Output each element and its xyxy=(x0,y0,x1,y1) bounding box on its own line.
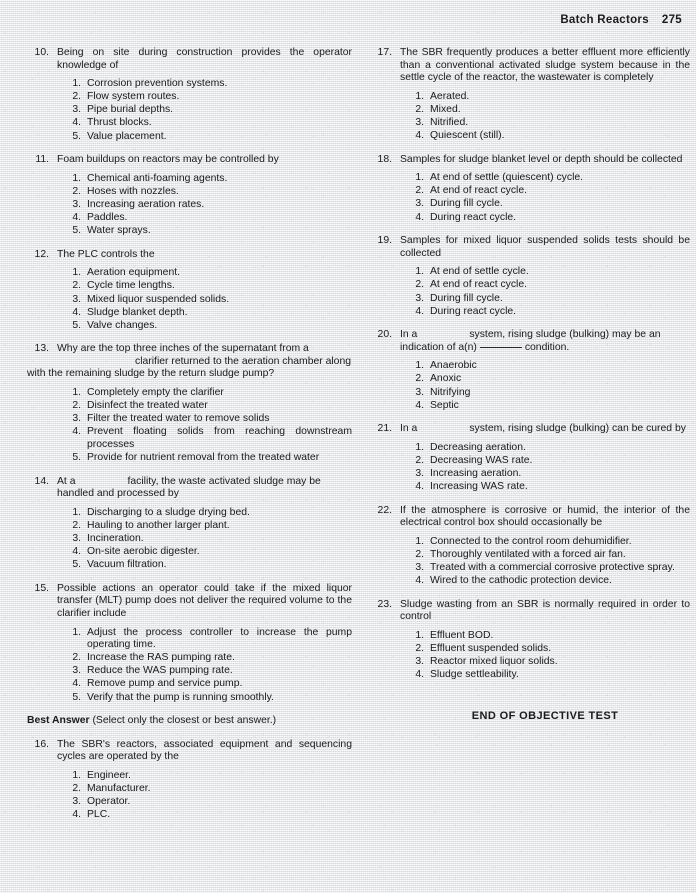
running-head xyxy=(560,14,682,26)
choice-item[interactable] xyxy=(412,630,690,643)
choice-item[interactable] xyxy=(412,198,690,211)
choice-item[interactable] xyxy=(69,294,352,307)
choice-item[interactable] xyxy=(412,360,690,373)
choice-number: 4. xyxy=(415,399,424,411)
choice-list xyxy=(57,78,352,143)
choice-number: 2. xyxy=(415,643,424,655)
question-number: 13. xyxy=(34,343,49,355)
question-block xyxy=(370,154,690,224)
choice-number: 5. xyxy=(72,319,81,331)
question-block xyxy=(370,47,690,143)
choice-text: Nitrifying xyxy=(430,386,471,398)
choice-item[interactable] xyxy=(412,387,690,400)
question-number: 19. xyxy=(377,235,392,247)
question-stem-line: clarifier returned to the aeration chamber along xyxy=(135,355,352,367)
end-of-test-label: END OF OBJECTIVE TEST xyxy=(471,709,619,722)
choice-number: 4. xyxy=(415,669,424,681)
choice-list xyxy=(400,442,690,494)
choice-number: 4. xyxy=(72,306,81,318)
choice-text: Prevent floating solids from reaching downstream processes xyxy=(87,426,352,450)
left-column xyxy=(27,47,352,833)
choice-number: 2. xyxy=(72,652,81,664)
choice-text: Cycle time lengths. xyxy=(87,280,175,292)
question-block xyxy=(27,739,352,822)
question-stem-suffix: system, rising sludge (bulking) can be cured by xyxy=(469,423,686,435)
choice-text: Thrust blocks. xyxy=(87,117,152,129)
question-block xyxy=(370,235,690,318)
choice-text: PLC. xyxy=(87,809,111,821)
question-number: 15. xyxy=(34,582,49,594)
choice-number: 1. xyxy=(415,535,424,547)
best-answer-section-label xyxy=(27,715,352,728)
choice-item[interactable] xyxy=(412,455,690,468)
choice-item[interactable] xyxy=(69,117,352,130)
question-stem-middle: system, rising sludge (bulking) may be an indication of a(n) xyxy=(400,329,661,353)
question-number: 23. xyxy=(377,598,392,610)
choice-text: Vacuum filtration. xyxy=(87,559,167,571)
choice-text: Nitrified. xyxy=(430,116,469,128)
choice-item[interactable] xyxy=(412,279,690,292)
question-stem: If the atmosphere is corrosive or humid, the interior of the electrical control box should occasionally be xyxy=(400,504,690,529)
choice-text: Operator. xyxy=(87,796,131,808)
choice-text: Reduce the WAS pumping rate. xyxy=(87,665,233,677)
choice-text: Verify that the pump is running smoothly. xyxy=(87,691,274,703)
choice-item[interactable] xyxy=(69,783,352,796)
choice-number: 1. xyxy=(415,172,424,184)
question-stem: The SBR's reactors, associated equipment and sequencing cycles are operated by the xyxy=(57,738,352,763)
question-number: 14. xyxy=(34,475,49,487)
choice-list xyxy=(400,266,690,318)
choice-text: Quiescent (still). xyxy=(430,130,505,142)
fill-in-blank-rule[interactable] xyxy=(480,347,522,348)
question-stem: Being on site during construction provides the operator knowledge of xyxy=(57,47,352,71)
question-number: 20. xyxy=(377,329,392,341)
choice-item[interactable] xyxy=(412,185,690,198)
question-block xyxy=(370,599,690,682)
choice-text: Wired to the cathodic protection device. xyxy=(430,575,612,587)
fill-in-blank-gap[interactable] xyxy=(417,329,469,342)
choice-number: 4. xyxy=(72,678,81,690)
question-stem: Samples for mixed liquor suspended solids tests should be collected xyxy=(400,235,690,259)
choice-number: 3. xyxy=(72,293,81,305)
choice-list xyxy=(400,536,690,588)
choice-number: 3. xyxy=(415,116,424,128)
question-stem-suffix: condition. xyxy=(524,341,570,353)
choice-number: 3. xyxy=(415,386,424,398)
choice-number: 4. xyxy=(72,212,81,224)
choice-number: 5. xyxy=(72,225,81,237)
choice-number: 5. xyxy=(72,691,81,703)
choice-item[interactable] xyxy=(412,536,690,549)
choice-text: During react cycle. xyxy=(430,211,517,223)
question-block xyxy=(370,329,690,412)
choice-item[interactable] xyxy=(412,212,690,225)
choice-number: 2. xyxy=(72,91,81,103)
choice-number: 2. xyxy=(72,519,81,531)
choice-text: Connected to the control room dehumidifier. xyxy=(430,535,632,547)
choice-item[interactable] xyxy=(412,104,690,117)
choice-number: 4. xyxy=(72,546,81,558)
choice-item[interactable] xyxy=(69,320,352,333)
question-stem: The SBR frequently produces a better effluent more efficiently than a conventional activated sludge system because in the settle cycle of the reactor, the wastewater is completely xyxy=(400,47,690,84)
fill-in-blank-gap[interactable] xyxy=(75,476,127,489)
choice-text: Pipe burial depths. xyxy=(87,104,174,116)
choice-item[interactable] xyxy=(412,91,690,104)
choice-text: Provide for nutrient removal from the treated water xyxy=(87,452,320,464)
page-number: 275 xyxy=(661,14,682,26)
choice-number: 2. xyxy=(415,454,424,466)
choice-text: Septic xyxy=(430,399,459,411)
choice-number: 5. xyxy=(72,559,81,571)
choice-item[interactable] xyxy=(69,91,352,104)
choice-item[interactable] xyxy=(412,481,690,494)
choice-item[interactable] xyxy=(69,452,352,465)
choice-number: 4. xyxy=(415,305,424,317)
choice-number: 3. xyxy=(415,468,424,480)
choice-text: Mixed liquor suspended solids. xyxy=(87,293,230,305)
choice-item[interactable] xyxy=(412,400,690,413)
choice-item[interactable] xyxy=(412,266,690,279)
choice-text: Hauling to another larger plant. xyxy=(87,519,230,531)
choice-text: At end of settle (quiescent) cycle. xyxy=(430,172,584,184)
question-number: 11. xyxy=(35,154,49,166)
choice-item[interactable] xyxy=(412,130,690,143)
choice-text: Increase the RAS pumping rate. xyxy=(87,652,235,664)
choice-item[interactable] xyxy=(412,293,690,306)
choice-text: Anoxic xyxy=(430,373,462,385)
choice-number: 2. xyxy=(415,279,424,291)
choice-text: Flow system routes. xyxy=(87,91,180,103)
choice-text: Sludge blanket depth. xyxy=(87,306,188,318)
choice-text: Hoses with nozzles. xyxy=(87,185,179,197)
question-block xyxy=(27,47,352,143)
choice-item[interactable] xyxy=(69,533,352,546)
choice-number: 1. xyxy=(415,90,424,102)
choice-number: 5. xyxy=(72,452,81,464)
choice-list xyxy=(57,507,352,572)
choice-number: 3. xyxy=(415,292,424,304)
choice-number: 1. xyxy=(415,629,424,641)
choice-number: 2. xyxy=(415,549,424,560)
right-column xyxy=(370,47,690,722)
question-number: 16. xyxy=(34,738,49,750)
choice-number: 2. xyxy=(72,400,81,412)
choice-list xyxy=(57,627,352,705)
question-stem-prefix: In a xyxy=(400,423,418,435)
choice-number: 3. xyxy=(72,104,81,116)
choice-text: Effluent suspended solids. xyxy=(430,643,552,655)
choice-number: 3. xyxy=(72,413,81,425)
choice-item[interactable] xyxy=(69,652,352,665)
choice-number: 3. xyxy=(72,198,81,210)
choice-number: 1. xyxy=(72,267,81,279)
choice-item[interactable] xyxy=(69,546,352,559)
choice-text: Aerated. xyxy=(430,90,470,102)
choice-item[interactable] xyxy=(412,575,690,588)
choice-item[interactable] xyxy=(69,520,352,533)
choice-text: On-site aerobic digester. xyxy=(87,546,200,558)
question-block xyxy=(370,505,690,588)
choice-text: At end of react cycle. xyxy=(430,185,528,197)
question-block xyxy=(27,343,352,464)
choice-number: 3. xyxy=(415,562,424,574)
choice-list xyxy=(57,770,352,822)
choice-number: 4. xyxy=(415,130,424,142)
choice-text: During react cycle. xyxy=(430,305,517,317)
choice-number: 4. xyxy=(72,426,81,438)
choice-item[interactable] xyxy=(412,656,690,669)
choice-list xyxy=(57,387,352,465)
choice-text: Sludge settleability. xyxy=(430,669,519,681)
question-stem xyxy=(400,423,690,436)
best-answer-label-note: (Select only the closest or best answer.) xyxy=(89,715,277,727)
choice-item[interactable] xyxy=(69,225,352,238)
choice-number: 5. xyxy=(72,130,81,142)
choice-text: At end of react cycle. xyxy=(430,279,528,291)
choice-item[interactable] xyxy=(69,770,352,783)
choice-number: 2. xyxy=(72,280,81,292)
choice-text: Aeration equipment. xyxy=(87,267,180,279)
question-block xyxy=(27,583,352,704)
choice-item[interactable] xyxy=(69,186,352,199)
choice-list xyxy=(400,91,690,143)
choice-item[interactable] xyxy=(412,306,690,319)
choice-text: Filter the treated water to remove solids xyxy=(87,413,270,425)
question-number: 17. xyxy=(377,47,392,58)
best-answer-label-bold: Best Answer xyxy=(27,715,90,727)
choice-number: 2. xyxy=(72,185,81,197)
choice-item[interactable] xyxy=(412,669,690,682)
question-stem-prefix: At a xyxy=(57,475,76,487)
choice-number: 3. xyxy=(415,656,424,668)
choice-number: 1. xyxy=(72,78,81,90)
choice-text: Disinfect the treated water xyxy=(87,400,208,412)
question-stem-suffix: facility, the waste activated sludge may be handled and processed by xyxy=(57,475,321,500)
question-stem-prefix: In a xyxy=(400,329,418,341)
question-stem: Possible actions an operator could take if the mixed liquor transfer (MLT) pump does not deliver the required volume to the clarifier include xyxy=(57,582,352,619)
choice-item[interactable] xyxy=(69,426,352,451)
choice-number: 3. xyxy=(72,533,81,544)
choice-text: Manufacturer. xyxy=(87,783,151,794)
choice-item[interactable] xyxy=(69,507,352,520)
choice-text: During fill cycle. xyxy=(430,292,503,304)
question-stem-line: with the remaining sludge by the return sludge pump? xyxy=(27,368,275,380)
choice-text: Corrosion prevention systems. xyxy=(87,78,228,90)
choice-number: 1. xyxy=(72,769,81,781)
choice-text: Engineer. xyxy=(87,769,131,781)
question-stem: Samples for sludge blanket level or depth should be collected xyxy=(400,153,683,165)
choice-item[interactable] xyxy=(69,665,352,678)
choice-item[interactable] xyxy=(69,627,352,652)
choice-text: Completely empty the clarifier xyxy=(87,387,224,399)
choice-item[interactable] xyxy=(69,173,352,186)
question-stem xyxy=(57,476,352,501)
question-number: 10. xyxy=(34,47,49,58)
choice-item[interactable] xyxy=(412,442,690,455)
question-stem-line: Why are the top three inches of the supernatant from a xyxy=(57,343,309,355)
choice-item[interactable] xyxy=(412,172,690,185)
choice-text: Increasing aeration. xyxy=(430,468,522,480)
question-number: 21. xyxy=(377,423,392,435)
choice-item[interactable] xyxy=(69,280,352,293)
running-title: Batch Reactors xyxy=(560,14,649,26)
choice-text: Water sprays. xyxy=(87,225,151,237)
question-block xyxy=(27,476,352,572)
choice-text: Anaerobic xyxy=(430,360,477,372)
choice-item[interactable] xyxy=(69,809,352,822)
choice-text: At end of settle cycle. xyxy=(430,266,529,278)
question-number: 18. xyxy=(377,153,392,165)
choice-item[interactable] xyxy=(412,373,690,386)
choice-item[interactable] xyxy=(412,562,690,575)
choice-text: Mixed. xyxy=(430,103,461,115)
question-block xyxy=(370,423,690,493)
choice-text: Increasing aeration rates. xyxy=(87,198,205,210)
choice-number: 4. xyxy=(415,211,424,223)
choice-number: 1. xyxy=(415,360,424,372)
fill-in-blank-gap[interactable] xyxy=(417,423,469,436)
choice-list xyxy=(57,267,352,332)
choice-number: 4. xyxy=(415,575,424,587)
choice-list xyxy=(57,173,352,238)
choice-number: 2. xyxy=(72,783,81,794)
choice-item[interactable] xyxy=(412,117,690,130)
choice-text: During fill cycle. xyxy=(430,198,503,210)
question-block xyxy=(27,154,352,238)
choice-item[interactable] xyxy=(69,131,352,144)
choice-text: Discharging to a sludge drying bed. xyxy=(87,506,250,518)
choice-number: 4. xyxy=(72,809,81,821)
choice-number: 2. xyxy=(415,103,424,115)
choice-number: 3. xyxy=(72,796,81,808)
choice-item[interactable] xyxy=(69,387,352,400)
choice-text: Increasing WAS rate. xyxy=(430,481,528,493)
choice-text: Decreasing aeration. xyxy=(430,441,526,453)
question-stem: Sludge wasting from an SBR is normally required in order to control xyxy=(400,598,690,623)
choice-text: Reactor mixed liquor solids. xyxy=(430,656,558,668)
choice-item[interactable] xyxy=(69,413,352,426)
choice-text: Adjust the process controller to increase the pump operating time. xyxy=(87,626,352,651)
choice-item[interactable] xyxy=(69,212,352,225)
choice-item[interactable] xyxy=(69,678,352,691)
choice-number: 1. xyxy=(415,441,424,453)
question-number: 12. xyxy=(34,248,49,260)
choice-text: Valve changes. xyxy=(87,319,158,331)
choice-text: Thoroughly ventilated with a forced air fan. xyxy=(430,549,626,560)
choice-number: 4. xyxy=(415,481,424,493)
choice-list xyxy=(400,630,690,682)
choice-number: 1. xyxy=(72,172,81,184)
choice-number: 1. xyxy=(72,506,81,518)
choice-item[interactable] xyxy=(69,199,352,212)
choice-number: 3. xyxy=(415,198,424,210)
choice-text: Chemical anti-foaming agents. xyxy=(87,172,228,184)
choice-number: 1. xyxy=(415,266,424,278)
choice-item[interactable] xyxy=(69,559,352,572)
choice-item[interactable] xyxy=(69,104,352,117)
choice-number: 3. xyxy=(72,665,81,677)
choice-number: 2. xyxy=(415,373,424,385)
choice-item[interactable] xyxy=(412,468,690,481)
choice-item[interactable] xyxy=(69,78,352,91)
choice-number: 4. xyxy=(72,117,81,129)
choice-text: Remove pump and service pump. xyxy=(87,678,243,690)
choice-list xyxy=(400,360,690,412)
choice-number: 1. xyxy=(72,387,81,399)
choice-item[interactable] xyxy=(69,267,352,280)
choice-item[interactable] xyxy=(69,692,352,705)
choice-item[interactable] xyxy=(69,307,352,320)
choice-text: Incineration. xyxy=(87,533,144,544)
choice-item[interactable] xyxy=(412,643,690,656)
choice-text: Treated with a commercial corrosive protective spray. xyxy=(430,562,675,574)
choice-item[interactable] xyxy=(69,796,352,809)
choice-item[interactable] xyxy=(412,549,690,562)
choice-text: Paddles. xyxy=(87,212,128,224)
question-stem xyxy=(400,329,690,354)
choice-text: Effluent BOD. xyxy=(430,629,494,641)
choice-number: 1. xyxy=(72,626,81,638)
choice-text: Decreasing WAS rate. xyxy=(430,454,533,466)
choice-text: Value placement. xyxy=(87,130,167,142)
question-block xyxy=(27,249,352,333)
question-stem: The PLC controls the xyxy=(57,248,155,260)
question-stem: Foam buildups on reactors may be controlled by xyxy=(57,154,279,166)
choice-number: 2. xyxy=(415,185,424,197)
question-number: 22. xyxy=(377,504,392,516)
choice-item[interactable] xyxy=(69,400,352,413)
choice-list xyxy=(400,172,690,224)
